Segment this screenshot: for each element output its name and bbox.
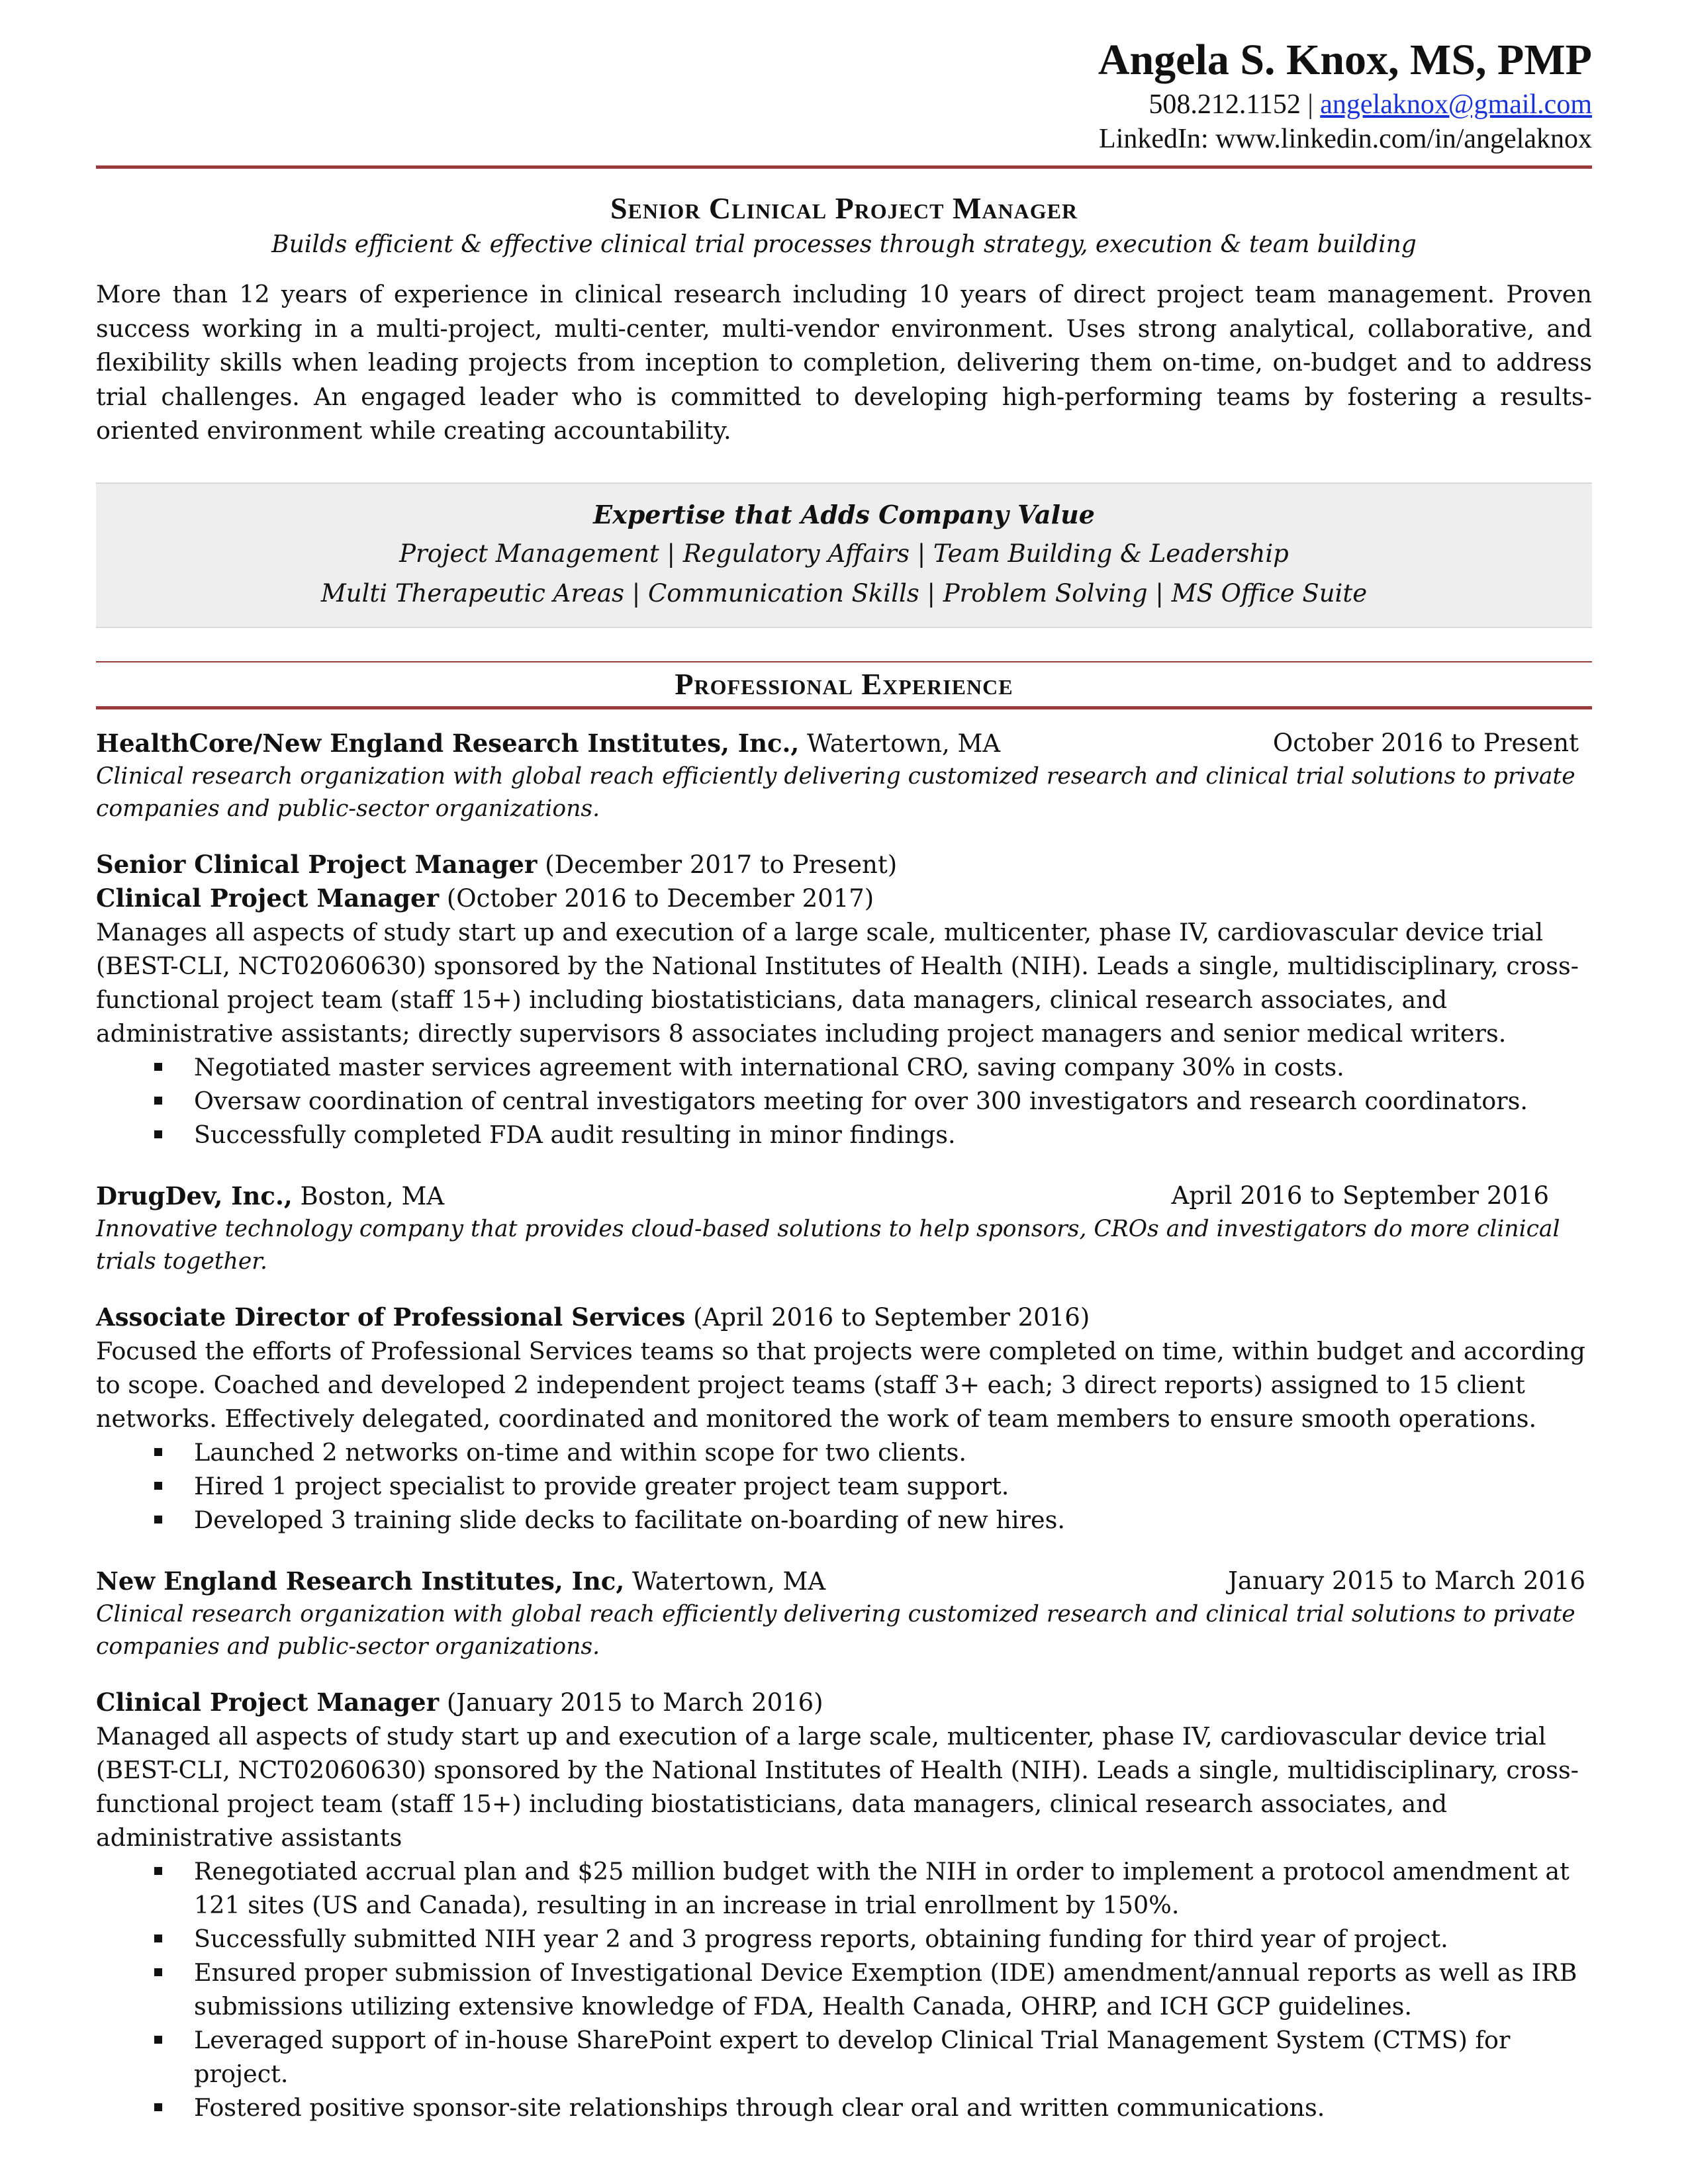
company-name: New England Research Institutes, Inc,	[96, 1566, 625, 1596]
phone-number: 508.212.1152	[1149, 89, 1301, 120]
resume-header	[96, 33, 1592, 156]
achievement-item: Ensured proper submission of Investigational Device Exemption (IDE) amendment/annual reports as well as IRB submissions utilizing extensive knowledge of FDA, Health Canada, OHRP, and ICH GCP guidelines.	[96, 1956, 1592, 2023]
job-header	[96, 1179, 1592, 1213]
role-dates: (April 2016 to September 2016)	[685, 1302, 1090, 1332]
job-location: Boston, MA	[292, 1181, 445, 1210]
job-dates: January 2015 to March 2016	[1228, 1566, 1585, 1595]
job-entry	[96, 727, 1592, 1152]
headline-tagline: Builds efficient & effective clinical trial processes through strategy, execution & team building	[271, 231, 1417, 258]
role-description: Manages all aspects of study start up and execution of a large scale, multicenter, phase IV, cardiovascular device trial (BEST-CLI, NCT02060630) sponsored by the National Institutes of Health (NIH). Leads a single, multidisciplinary, cross-functional project team (staff 15+) including biostatisticians, data managers, clinical research associates, and administrative assistants; directly supervisors 8 associates including project managers and senior medical writers.	[96, 917, 1579, 1048]
achievement-list	[96, 1854, 1592, 2124]
achievement-item: Developed 3 training slide decks to facilitate on-boarding of new hires.	[96, 1503, 1592, 1537]
role-title: Clinical Project Manager	[96, 883, 440, 913]
company-name: DrugDev, Inc.,	[96, 1181, 293, 1210]
email-link[interactable]: angelaknox@gmail.com	[1320, 89, 1592, 120]
job-location: Watertown, MA	[624, 1567, 826, 1596]
experience-section-header	[96, 661, 1592, 709]
achievement-list	[96, 1435, 1592, 1537]
achievement-item: Negotiated master services agreement with international CRO, saving company 30% in costs.	[96, 1050, 1592, 1084]
expertise-line-2: Multi Therapeutic Areas | Communication Skills | Problem Solving | MS Office Suite	[320, 578, 1368, 608]
achievement-item: Successfully completed FDA audit resulting in minor findings.	[96, 1118, 1592, 1152]
header-divider	[96, 165, 1592, 169]
resume-page	[96, 33, 1592, 2124]
job-dates: April 2016 to September 2016	[1171, 1181, 1549, 1210]
role-line	[96, 1300, 1592, 1334]
expertise-line-1: Project Management | Regulatory Affairs | Team Building & Leadership	[399, 539, 1289, 568]
achievement-item: Renegotiated accrual plan and $25 million budget with the NIH in order to implement a protocol amendment at 121 sites (US and Canada), resulting in an increase in trial enrollment by 150%.	[96, 1854, 1592, 1922]
achievement-item: Leveraged support of in-house SharePoint expert to develop Clinical Trial Management System (CTMS) for project.	[96, 2023, 1592, 2091]
contact-line	[96, 87, 1592, 122]
achievement-item: Hired 1 project specialist to provide greater project team support.	[96, 1469, 1592, 1503]
linkedin-url: LinkedIn: www.linkedin.com/in/angelaknox	[1099, 124, 1592, 154]
job-location: Watertown, MA	[799, 729, 1001, 758]
expertise-title: Expertise that Adds Company Value	[593, 499, 1095, 529]
achievement-item: Oversaw coordination of central investigators meeting for over 300 investigators and research coordinators.	[96, 1084, 1592, 1118]
job-entry	[96, 1179, 1592, 1537]
job-header	[96, 727, 1592, 760]
role-line	[96, 882, 1592, 915]
role-line	[96, 848, 1592, 882]
role-line	[96, 1686, 1592, 1719]
achievement-item: Successfully submitted NIH year 2 and 3 progress reports, obtaining funding for third year of project.	[96, 1922, 1592, 1956]
expertise-box	[96, 482, 1592, 628]
summary-paragraph: More than 12 years of experience in clinical research including 10 years of direct project team management. Proven success working in a multi-project, multi-center, multi-vendor environment. Uses strong analytical, collaborative, and flexibility skills when leading projects from inception to completion, delivering them on-time, on-budget and to address trial challenges. An engaged leader who is committed to developing high-performing teams by fostering a results-oriented environment while creating accountability.	[96, 280, 1592, 445]
section-title: Professional Experience	[675, 666, 1013, 701]
company-description: Innovative technology company that provides cloud-based solutions to help sponsors, CROs and investigators do more clinical trials together.	[96, 1215, 1560, 1275]
contact-separator: |	[1300, 89, 1321, 120]
job-dates: October 2016 to Present	[1272, 728, 1579, 757]
candidate-name: Angela S. Knox, MS, PMP	[1098, 36, 1592, 84]
achievement-list	[96, 1050, 1592, 1152]
role-dates: (January 2015 to March 2016)	[439, 1688, 823, 1717]
company-description: Clinical research organization with global reach efficiently delivering customized research and clinical trial solutions to private companies and public-sector organizations.	[96, 762, 1575, 822]
headline-title: Senior Clinical Project Manager	[610, 191, 1078, 225]
role-title: Clinical Project Manager	[96, 1687, 440, 1717]
job-entry	[96, 1565, 1592, 2124]
company-description: Clinical research organization with global reach efficiently delivering customized research and clinical trial solutions to private companies and public-sector organizations.	[96, 1600, 1575, 1660]
role-title: Associate Director of Professional Services	[96, 1302, 686, 1332]
job-header	[96, 1565, 1592, 1598]
section-divider-bottom	[96, 706, 1592, 709]
role-dates: (December 2017 to Present)	[537, 850, 898, 879]
role-title: Senior Clinical Project Manager	[96, 849, 538, 879]
role-dates: (October 2016 to December 2017)	[439, 884, 874, 913]
role-description: Managed all aspects of study start up and execution of a large scale, multicenter, phase IV, cardiovascular device trial (BEST-CLI, NCT02060630) sponsored by the National Institutes of Health (NIH). Leads a single, multidisciplinary, cross-functional project team (staff 15+) including biostatisticians, data managers, clinical research associates, and administrative assistants	[96, 1721, 1579, 1852]
achievement-item: Launched 2 networks on-time and within scope for two clients.	[96, 1435, 1592, 1469]
role-description: Focused the efforts of Professional Services teams so that projects were completed on time, within budget and according to scope. Coached and developed 2 independent project teams (staff 3+ each; 3 direct reports) assigned to 15 client networks. Effectively delegated, coordinated and monitored the work of team members to ensure smooth operations.	[96, 1336, 1585, 1433]
achievement-item: Fostered positive sponsor-site relationships through clear oral and written communications.	[96, 2091, 1592, 2124]
company-name: HealthCore/New England Research Institutes, Inc.,	[96, 728, 800, 758]
